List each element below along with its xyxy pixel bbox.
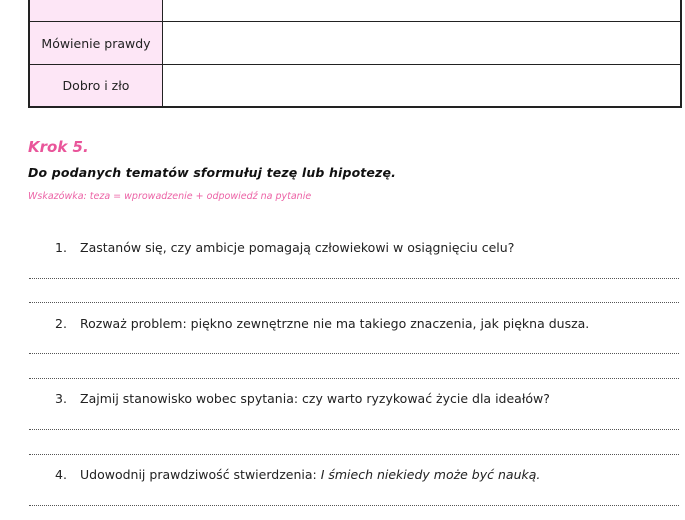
topic-label: Dobro i zło bbox=[29, 65, 163, 108]
step-title: Krok 5. bbox=[28, 138, 89, 156]
answer-line[interactable] bbox=[29, 378, 679, 379]
item-number: 4. bbox=[55, 467, 67, 482]
topic-label bbox=[29, 0, 163, 22]
topic-label: Mówienie prawdy bbox=[29, 22, 163, 65]
answer-line[interactable] bbox=[29, 302, 679, 303]
item-text: Zastanów się, czy ambicje pomagają człowiekowi w osiągnięciu celu? bbox=[80, 240, 515, 255]
topic-answer-cell[interactable] bbox=[163, 0, 682, 22]
topic-answer-cell[interactable] bbox=[163, 22, 682, 65]
item-text: Zajmij stanowisko wobec spytania: czy warto ryzykować życie dla ideałów? bbox=[80, 391, 550, 406]
table-row bbox=[29, 65, 681, 108]
answer-line[interactable] bbox=[29, 353, 679, 354]
list-item bbox=[55, 240, 514, 255]
table-row bbox=[29, 0, 681, 22]
item-italic-text: I śmiech niekiedy może być nauką. bbox=[320, 467, 541, 482]
item-text: Rozważ problem: piękno zewnętrzne nie ma takiego znaczenia, jak piękna dusza. bbox=[80, 316, 590, 331]
topic-answer-cell[interactable] bbox=[163, 65, 682, 108]
item-number: 2. bbox=[55, 316, 67, 331]
list-item bbox=[55, 391, 550, 406]
answer-line[interactable] bbox=[29, 454, 679, 455]
step-instruction: Do podanych tematów sformułuj tezę lub hipotezę. bbox=[28, 165, 397, 180]
table-row bbox=[29, 22, 681, 65]
item-number: 1. bbox=[55, 240, 67, 255]
answer-line[interactable] bbox=[29, 505, 679, 506]
item-number: 3. bbox=[55, 391, 67, 406]
answer-line[interactable] bbox=[29, 429, 679, 430]
list-item bbox=[55, 467, 540, 482]
topics-table bbox=[28, 0, 682, 108]
answer-line[interactable] bbox=[29, 278, 679, 279]
step-hint: Wskazówka: teza = wprowadzenie + odpowiedź na pytanie bbox=[28, 191, 312, 202]
item-text: Udowodnij prawdziwość stwierdzenia: bbox=[80, 467, 321, 482]
list-item bbox=[55, 316, 589, 331]
